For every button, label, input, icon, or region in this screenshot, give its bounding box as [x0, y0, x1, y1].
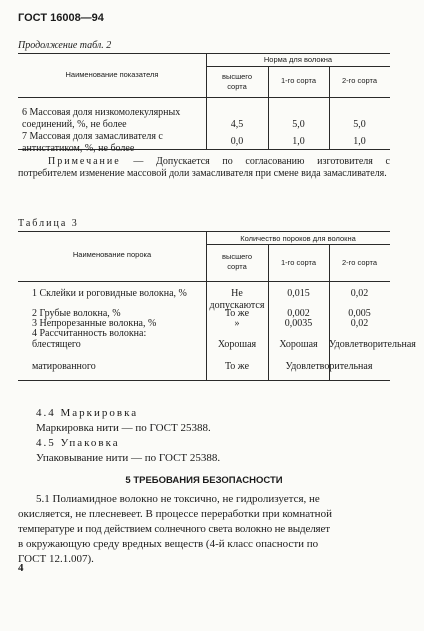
table3-cell: Удовлетворительная — [329, 339, 416, 350]
table2-cell: 0,0 — [230, 136, 244, 147]
table2-group-header: Норма для волокна — [263, 55, 333, 64]
note-label: Примечание — [48, 156, 121, 167]
section-5-title: 5 ТРЕБОВАНИЯ БЕЗОПАСНОСТИ — [125, 475, 283, 486]
section-5-1-paragraph — [18, 492, 390, 567]
table2-caption: Продолжение табл. 2 — [18, 40, 112, 51]
paragraph-line: в окружающую среду вредных веществ (4-й класс опасности по — [18, 538, 319, 550]
table2-col-first: 1-го сорта — [280, 76, 317, 85]
table2-cell: 5,0 — [292, 119, 305, 130]
table3-row-name: матированного — [32, 361, 96, 372]
table3-row-name: 4 Рассчитанность волокна: — [32, 328, 147, 339]
table3-group-header: Количество пороков для волокна — [240, 234, 356, 243]
table3-row-name: 2 Грубые волокна, % — [32, 308, 121, 319]
section-4-4-title: 4.4 Маркировка — [36, 407, 139, 419]
table2-cell: 5,0 — [353, 119, 366, 130]
table2-cell: 4,5 — [230, 119, 244, 130]
table3-col-top: высшего сорта — [221, 252, 253, 271]
section-4-4-text: Маркировка нити — по ГОСТ 25388. — [36, 422, 211, 434]
table3-cell: Хорошая — [279, 339, 318, 350]
table3-cell: Удовлетворительная — [285, 361, 373, 372]
paragraph-line: окисляется, не плесневеет. В процессе переработки при комнатной — [18, 508, 332, 520]
paragraph-line: ГОСТ 12.1.007). — [18, 553, 94, 565]
table3-cell: 0,002 — [287, 308, 310, 319]
section-4-5-text: Упаковывание нити — по ГОСТ 25388. — [36, 452, 221, 464]
table2-col-second: 2-го сорта — [341, 76, 378, 85]
table2-note — [18, 156, 390, 180]
table2-row-name: 7 Массовая доля замасливателя с антистатиком, %, не более — [22, 131, 163, 154]
document-id: ГОСТ 16008—94 — [18, 12, 104, 24]
table3-cell: Хорошая — [217, 339, 257, 350]
table3-cell: 0,02 — [350, 318, 369, 329]
table3-cell: То же — [224, 361, 250, 372]
table3-cell: Не допускаются — [209, 288, 265, 311]
section-4-5-title: 4.5 Упаковка — [36, 437, 120, 449]
table3-caption: Таблица 3 — [18, 218, 79, 229]
table3-cell: 0,005 — [348, 308, 371, 319]
table2-cell: 1,0 — [292, 136, 305, 147]
table3-cell: 0,0035 — [284, 318, 313, 329]
table2-col-top: высшего сорта — [221, 72, 253, 91]
table2-cell: 1,0 — [353, 136, 366, 147]
table3-row-name: 1 Склейки и роговидные волокна, % — [32, 288, 187, 299]
table3-cell: » — [234, 318, 240, 329]
table2-row-name: 6 Массовая доля низкомолекулярных соединений, %, не более — [22, 107, 181, 130]
paragraph-line: температуре и под действием солнечного света волокно не выделяет — [18, 523, 330, 535]
table3-cell: 0,02 — [350, 288, 369, 299]
table3-cell: 0,015 — [287, 288, 310, 299]
paragraph-line: 5.1 Полиамидное волокно не токсично, не гидролизуется, не — [36, 493, 320, 505]
table2-col-name-header: Наименование показателя — [65, 70, 159, 79]
table3-col-name-header: Наименование порока — [72, 250, 152, 259]
note-text: — Допускается по согласованию изготовителя с потребителем изменение массовой доли замасливателя при смене вида замасливателя. — [18, 156, 390, 179]
page-number: 4 — [18, 562, 24, 574]
table3-cell: То же — [224, 308, 250, 319]
table3-col-first: 1-го сорта — [280, 258, 317, 267]
table3-col-second: 2-го сорта — [341, 258, 378, 267]
table3-row-name: 3 Непрорезанные волокна, % — [32, 318, 157, 329]
table3-row-name: блестящего — [32, 339, 81, 350]
